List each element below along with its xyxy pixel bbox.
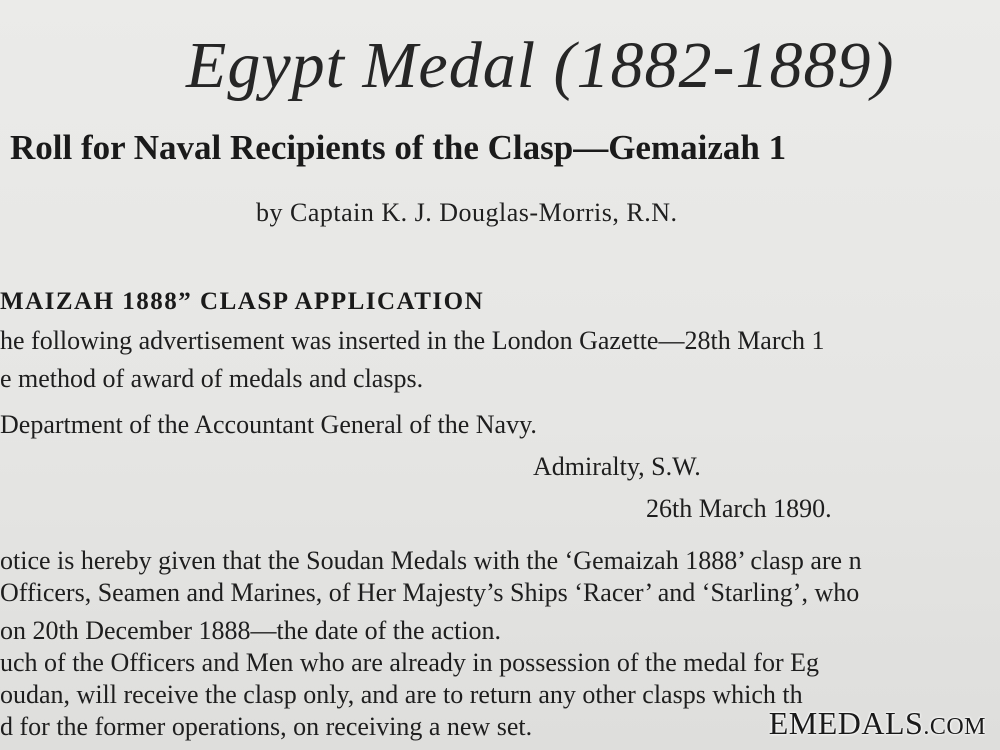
page-subtitle: Roll for Naval Recipients of the Clasp—Gemaizah 1 xyxy=(10,128,787,167)
watermark-main: EMEDALS xyxy=(768,705,924,741)
notice-line: d for the former operations, on receiving a new set. xyxy=(0,712,533,741)
page-title: Egypt Medal (1882-1889) xyxy=(186,29,895,102)
notice-line: oudan, will receive the clasp only, and are to return any other clasps which th xyxy=(0,680,803,709)
notice-line: Officers, Seamen and Marines, of Her Majesty’s Ships ‘Racer’ and ‘Starling’, who xyxy=(0,578,860,607)
paragraph-line: e method of award of medals and clasps. xyxy=(0,364,424,393)
section-heading: MAIZAH 1888” CLASP APPLICATION xyxy=(0,288,485,315)
address-line: Admiralty, S.W. xyxy=(533,452,701,481)
notice-line: on 20th December 1888—the date of the action. xyxy=(0,616,502,645)
watermark-logo xyxy=(769,705,986,742)
date-line: 26th March 1890. xyxy=(646,494,832,523)
notice-line: otice is hereby given that the Soudan Medals with the ‘Gemaizah 1888’ clasp are n xyxy=(0,546,862,575)
author-byline: by Captain K. J. Douglas-Morris, R.N. xyxy=(256,198,678,227)
watermark-suffix: .COM xyxy=(923,714,986,740)
notice-line: uch of the Officers and Men who are already in possession of the medal for Eg xyxy=(0,648,819,677)
paragraph-line: he following advertisement was inserted in the London Gazette—28th March 1 xyxy=(0,326,825,355)
department-line: Department of the Accountant General of the Navy. xyxy=(0,410,537,439)
